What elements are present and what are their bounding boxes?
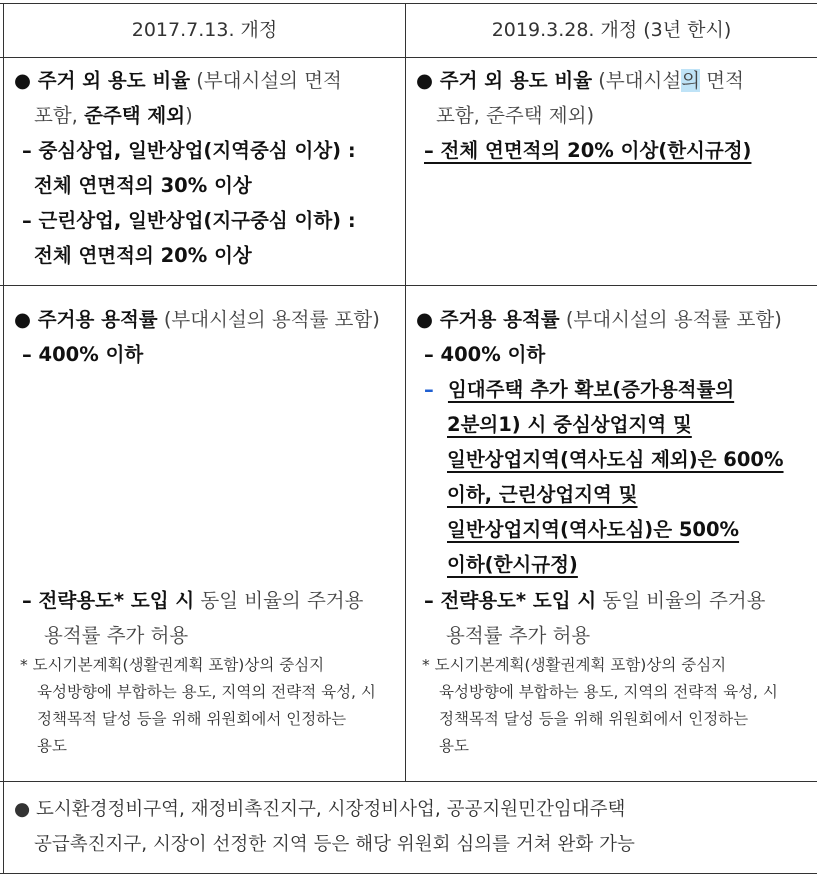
footnote-line1: * 도시기본계획(생활권계획 포함)상의 중심지: [20, 656, 325, 674]
rental-housing-line1: [416, 372, 814, 407]
footer-line1: ● 도시환경정비구역, 재정비촉진지구, 시장정비사업, 공공지원민간임대주택: [14, 799, 626, 820]
underlined-text: 일반상업지역(역사도심)은 500%: [447, 518, 740, 541]
footer-cell: [14, 792, 814, 862]
row2-left-strategy: [22, 583, 404, 653]
footnote-line2: 육성방향에 부합하는 용도, 지역의 전략적 육성, 시: [439, 683, 778, 701]
footnote-line1: * 도시기본계획(생활권계획 포함)상의 중심지: [422, 656, 727, 674]
row2-right-line2: – 400% 이하: [424, 343, 546, 366]
header-2017-label: 2017.7.13. 개정: [131, 19, 278, 41]
rental-housing-line4: [416, 477, 814, 512]
bullet-title: ● 주거 외 용도 비율: [416, 69, 593, 92]
row1-left-bullet: [14, 63, 404, 98]
text: 포함,: [34, 104, 85, 127]
footnote-line4: 용도: [439, 737, 469, 755]
footnote-line2: 육성방향에 부합하는 용도, 지역의 전략적 육성, 시: [37, 683, 376, 701]
strategy-text: 동일 비율의 주거용: [194, 589, 364, 612]
strategy-line2: 용적률 추가 허용: [44, 624, 189, 647]
rental-housing-line5: [416, 512, 814, 547]
bullet-note: (부대시설의 용적률 포함): [559, 308, 782, 331]
row2-left-line2: – 400% 이하: [22, 343, 144, 366]
bullet-note: 면적: [700, 69, 744, 92]
strategy-line2: 용적률 추가 허용: [446, 624, 591, 647]
footnote-line3: 정책목적 달성 등을 위해 위원회에서 인정하는: [439, 710, 749, 728]
row1-left-line5: – 근린상업, 일반상업(지구중심 이하) :: [22, 209, 356, 232]
strategy-title: – 전략용도* 도입 시: [424, 589, 597, 612]
header-2019-label: 2019.3.28. 개정 (3년 한시): [491, 19, 732, 41]
bullet-title: ● 주거용 용적률: [14, 308, 158, 331]
bullet-title: ● 주거 외 용도 비율: [14, 69, 191, 92]
bullet-note: (부대시설의 면적: [190, 69, 342, 92]
text: ): [185, 104, 193, 127]
rental-housing-line2: [416, 407, 814, 442]
highlighted-char: 의: [681, 69, 701, 92]
text-bold: 준주택 제외: [84, 104, 186, 127]
strategy-title: – 전략용도* 도입 시: [22, 589, 195, 612]
underlined-text: 임대주택 추가 확보(증가용적률의: [447, 378, 735, 401]
row1-left-line6: 전체 연면적의 20% 이상: [34, 244, 252, 267]
blue-dash: –: [424, 378, 434, 401]
header-col-2017: [4, 0, 405, 57]
strategy-text: 동일 비율의 주거용: [596, 589, 766, 612]
row1-right-cell: [416, 63, 814, 168]
row2-right-strategy: [424, 583, 814, 653]
row1-left-line2: [14, 98, 404, 133]
row2-bottom-border: [0, 781, 817, 782]
row2-right-footnote: [422, 652, 814, 760]
rental-housing-line6: [416, 547, 814, 582]
underlined-text: 이하(한시규정): [447, 553, 578, 576]
row2-left-footnote: [20, 652, 404, 760]
footer-line2: 공급촉진지구, 시장이 선정한 지역 등은 해당 위원회 심의를 거쳐 완화 가능: [34, 834, 635, 855]
underlined-text: – 전체 연면적의 20% 이상(한시규정): [424, 139, 752, 162]
bullet-title: ● 주거용 용적률: [416, 308, 560, 331]
column-divider: [405, 3, 406, 782]
row1-bottom-border: [0, 285, 817, 286]
header-bottom-border: [0, 57, 817, 58]
row1-right-line2: 포함, 준주택 제외): [436, 104, 595, 127]
bullet-note: (부대시설: [592, 69, 682, 92]
underlined-text: 이하, 근린상업지역 및: [447, 483, 638, 506]
row1-right-line3: [416, 133, 814, 168]
row2-left-bullet: [14, 302, 404, 337]
footnote-line3: 정책목적 달성 등을 위해 위원회에서 인정하는: [37, 710, 347, 728]
table-bottom-border: [0, 873, 817, 874]
row1-left-line4: 전체 연면적의 30% 이상: [34, 174, 252, 197]
header-col-2019: [406, 0, 817, 57]
row1-left-line3: – 중심상업, 일반상업(지역중심 이상) :: [22, 139, 356, 162]
row2-left-cell: [14, 302, 404, 372]
strategy-line1: [22, 583, 404, 618]
row2-right-bullet: [416, 302, 814, 337]
underlined-text: 2분의1) 시 중심상업지역 및: [447, 413, 692, 436]
bullet-note: (부대시설의 용적률 포함): [157, 308, 380, 331]
underlined-text: 일반상업지역(역사도심 제외)은 600%: [447, 448, 784, 471]
row1-right-bullet: [416, 63, 814, 98]
row2-right-cell: [416, 302, 814, 582]
row1-left-cell: [14, 63, 404, 273]
table-left-border: [3, 3, 4, 874]
footnote-line4: 용도: [37, 737, 67, 755]
strategy-line1: [424, 583, 814, 618]
rental-housing-line3: [416, 442, 814, 477]
